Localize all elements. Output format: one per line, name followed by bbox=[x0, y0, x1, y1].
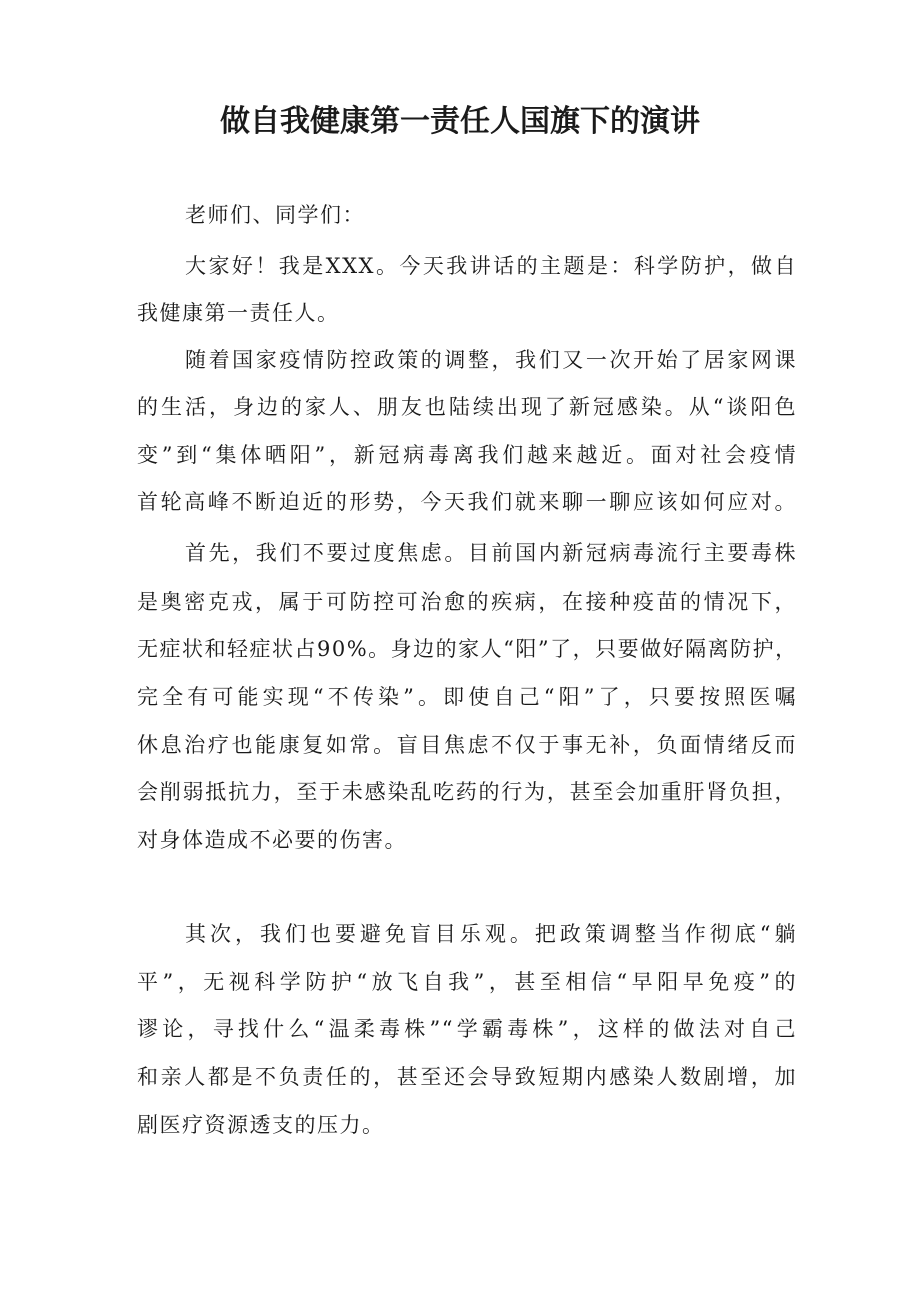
paragraph-2-line-3: 变”到“集体晒阳”，新冠病毒离我们越来越近。面对社会疫情 bbox=[137, 443, 797, 467]
salutation-line: 老师们、同学们： bbox=[185, 203, 365, 227]
paragraph-3-line-3: 无症状和轻症状占90%。身边的家人“阳”了，只要做好隔离防护， bbox=[137, 637, 798, 661]
paragraph-3-line-6: 会削弱抵抗力，至于未感染乱吃药的行为，甚至会加重肝肾负担， bbox=[137, 780, 797, 804]
paragraph-3-line-5: 休息治疗也能康复如常。盲目焦虑不仅于事无补，负面情绪反而 bbox=[137, 733, 797, 757]
paragraph-1-line-2: 我健康第一责任人。 bbox=[137, 301, 340, 325]
paragraph-4-line-4: 和亲人都是不负责任的，甚至还会导致短期内感染人数剧增，加 bbox=[137, 1065, 797, 1089]
paragraph-2-line-4: 首轮高峰不断迫近的形势，今天我们就来聊一聊应该如何应对。 bbox=[137, 490, 797, 514]
paragraph-3-line-1: 首先，我们不要过度焦虑。目前国内新冠病毒流行主要毒株 bbox=[185, 541, 797, 565]
paragraph-3-line-7: 对身体造成不必要的伤害。 bbox=[137, 828, 407, 852]
paragraph-3-line-4: 完全有可能实现“不传染”。即使自己“阳”了，只要按照医嘱 bbox=[137, 685, 797, 709]
paragraph-3-line-2: 是奥密克戎，属于可防控可治愈的疾病，在接种疫苗的情况下， bbox=[137, 590, 797, 614]
paragraph-2-line-1: 随着国家疫情防控政策的调整，我们又一次开始了居家网课 bbox=[185, 348, 797, 372]
paragraph-4-line-5: 剧医疗资源透支的压力。 bbox=[137, 1113, 385, 1137]
paragraph-4-line-2: 平”，无视科学防护“放飞自我”，甚至相信“早阳早免疫”的 bbox=[137, 970, 797, 994]
paragraph-1-line-1: 大家好！我是XXX。今天我讲话的主题是：科学防护，做自 bbox=[185, 254, 797, 278]
document-title: 做自我健康第一责任人国旗下的演讲 bbox=[220, 104, 700, 139]
paragraph-2-line-2: 的生活，身边的家人、朋友也陆续出现了新冠感染。从“谈阳色 bbox=[137, 395, 797, 419]
paragraph-4-line-1: 其次，我们也要避免盲目乐观。把政策调整当作彻底“躺 bbox=[185, 922, 797, 946]
paragraph-4-line-3: 谬论，寻找什么“温柔毒株”“学霸毒株”，这样的做法对自己 bbox=[137, 1017, 797, 1041]
